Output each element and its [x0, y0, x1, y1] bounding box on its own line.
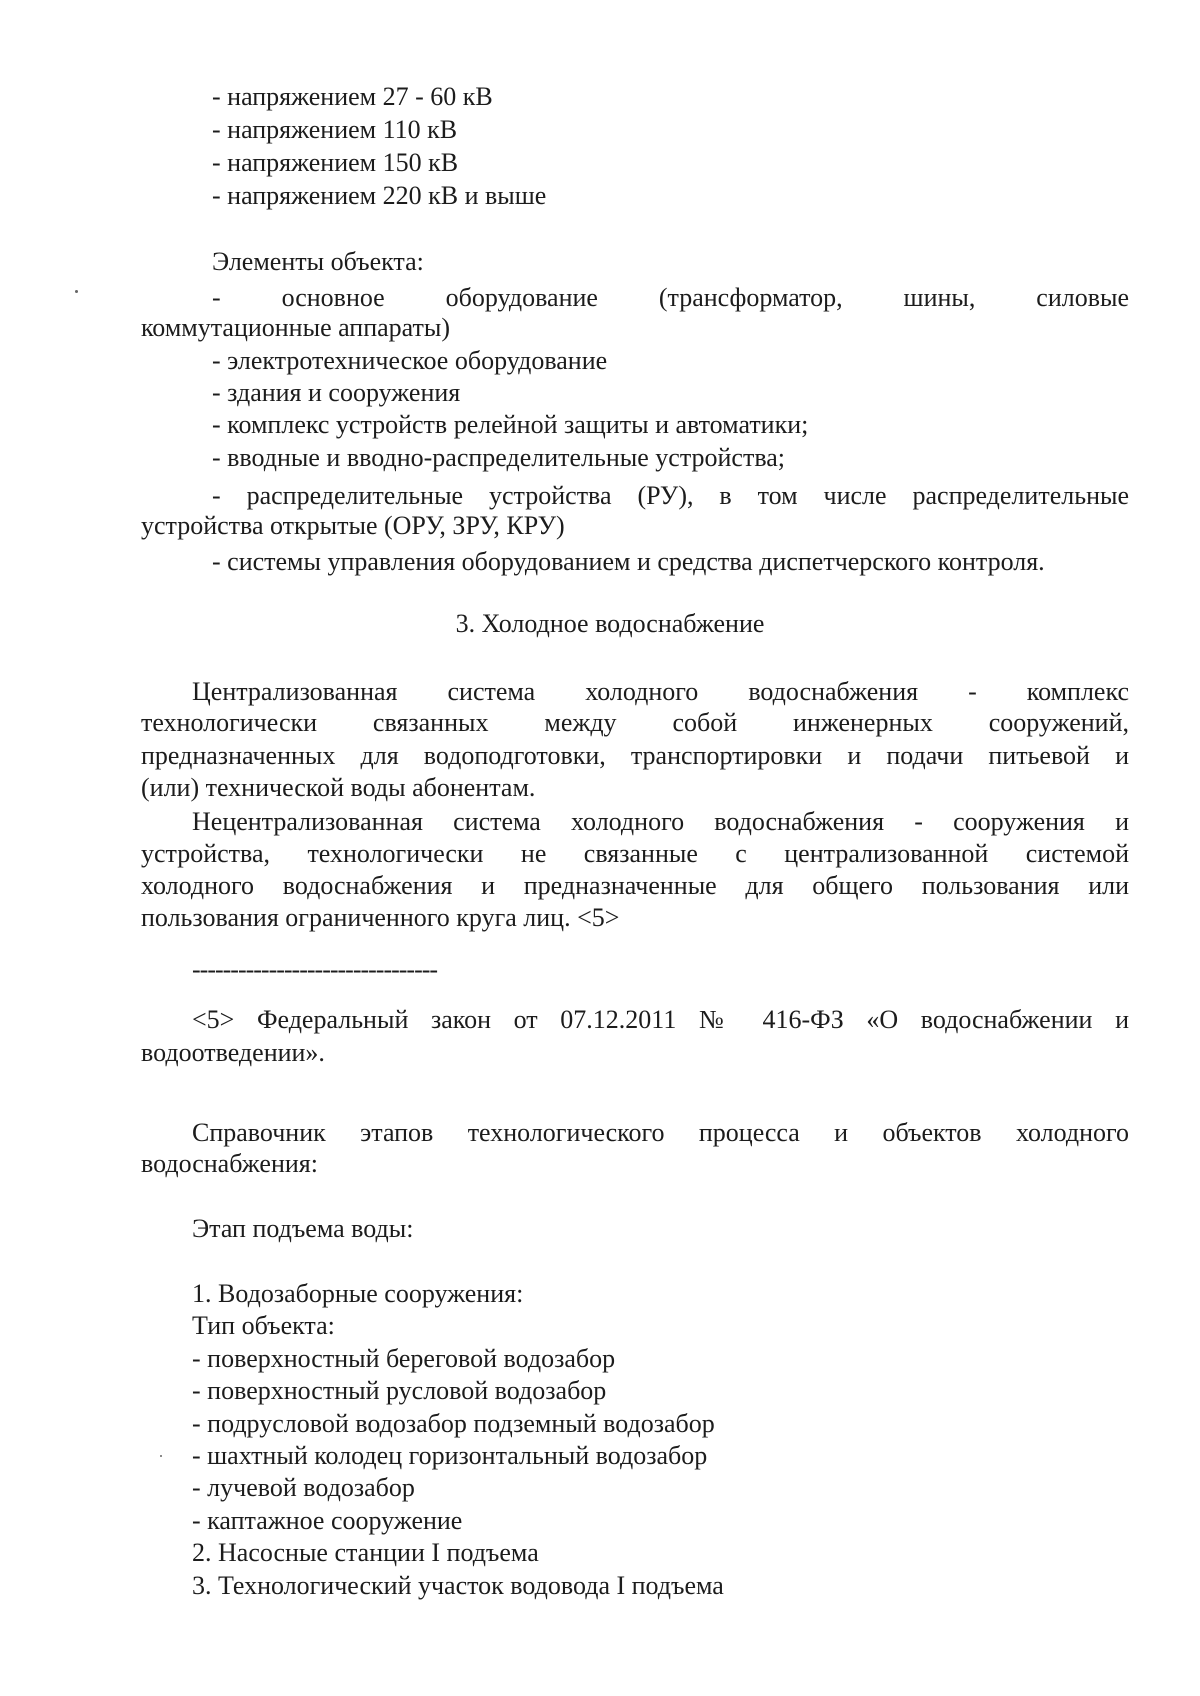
type-item: - каптажное сооружение — [192, 1506, 463, 1535]
element-item-3: - здания и сооружения — [212, 378, 461, 407]
element-item-7: - системы управления оборудованием и средства диспетчерского контроля. — [212, 547, 1045, 576]
element-item-4: - комплекс устройств релейной защиты и автоматики; — [212, 410, 809, 439]
reference-line2: водоснабжения: — [141, 1149, 318, 1178]
type-item: - поверхностный береговой водозабор — [192, 1344, 616, 1373]
type-item: - шахтный колодец горизонтальный водозабор — [192, 1441, 708, 1470]
voltage-item: - напряжением 110 кВ — [212, 115, 458, 144]
para2-line4: пользования ограниченного круга лиц. <5> — [141, 903, 620, 932]
stage-heading: Этап подъема воды: — [192, 1214, 414, 1243]
element-item-6-line1: - распределительные устройства (РУ), в том числе распределительные — [212, 481, 1129, 510]
section-title: 3. Холодное водоснабжение — [455, 609, 765, 638]
scan-speck — [160, 1455, 162, 1457]
para1-line3: предназначенных для водоподготовки, транспортировки и подачи питьевой и — [141, 741, 1129, 770]
reference-item-3: 3. Технологический участок водовода I подъема — [192, 1571, 724, 1600]
type-item: - подрусловой водозабор подземный водозабор — [192, 1409, 715, 1438]
element-item-1-line1: - основное оборудование (трансформатор, шины, силовые — [212, 283, 1129, 312]
voltage-item: - напряжением 220 кВ и выше — [212, 181, 547, 210]
voltage-item: - напряжением 27 - 60 кВ — [212, 82, 493, 111]
footnote-line2: водоотведении». — [141, 1038, 325, 1067]
element-item-1-line2: коммутационные аппараты) — [141, 313, 451, 342]
element-item-2: - электротехническое оборудование — [212, 346, 608, 375]
para2-line2: устройства, технологически не связанные с централизованной системой — [141, 839, 1129, 868]
para1-line2: технологически связанных между собой инженерных сооружений, — [141, 708, 1129, 737]
element-item-6-line2: устройства открытые (ОРУ, ЗРУ, КРУ) — [141, 511, 565, 540]
elements-heading: Элементы объекта: — [212, 247, 424, 276]
scan-speck — [75, 290, 78, 293]
para1-line1: Централизованная система холодного водоснабжения - комплекс — [192, 677, 1129, 706]
reference-item-1: 1. Водозаборные сооружения: — [192, 1279, 524, 1308]
para1-line4: (или) технической воды абонентам. — [141, 773, 536, 802]
voltage-item: - напряжением 150 кВ — [212, 148, 459, 177]
type-label: Тип объекта: — [192, 1311, 335, 1340]
para2-line1: Нецентрализованная система холодного водоснабжения - сооружения и — [192, 807, 1129, 836]
element-item-5: - вводные и вводно-распределительные устройства; — [212, 443, 786, 472]
para2-line3: холодного водоснабжения и предназначенные для общего пользования или — [141, 871, 1129, 900]
reference-item-2: 2. Насосные станции I подъема — [192, 1538, 539, 1567]
footnote-line1: <5> Федеральный закон от 07.12.2011 № 416-ФЗ «О водоснабжении и — [192, 1005, 1129, 1034]
footnote-separator: -------------------------------- — [192, 955, 438, 984]
type-item: - лучевой водозабор — [192, 1473, 415, 1502]
reference-line1: Справочник этапов технологического процесса и объектов холодного — [192, 1118, 1129, 1147]
type-item: - поверхностный русловой водозабор — [192, 1376, 607, 1405]
